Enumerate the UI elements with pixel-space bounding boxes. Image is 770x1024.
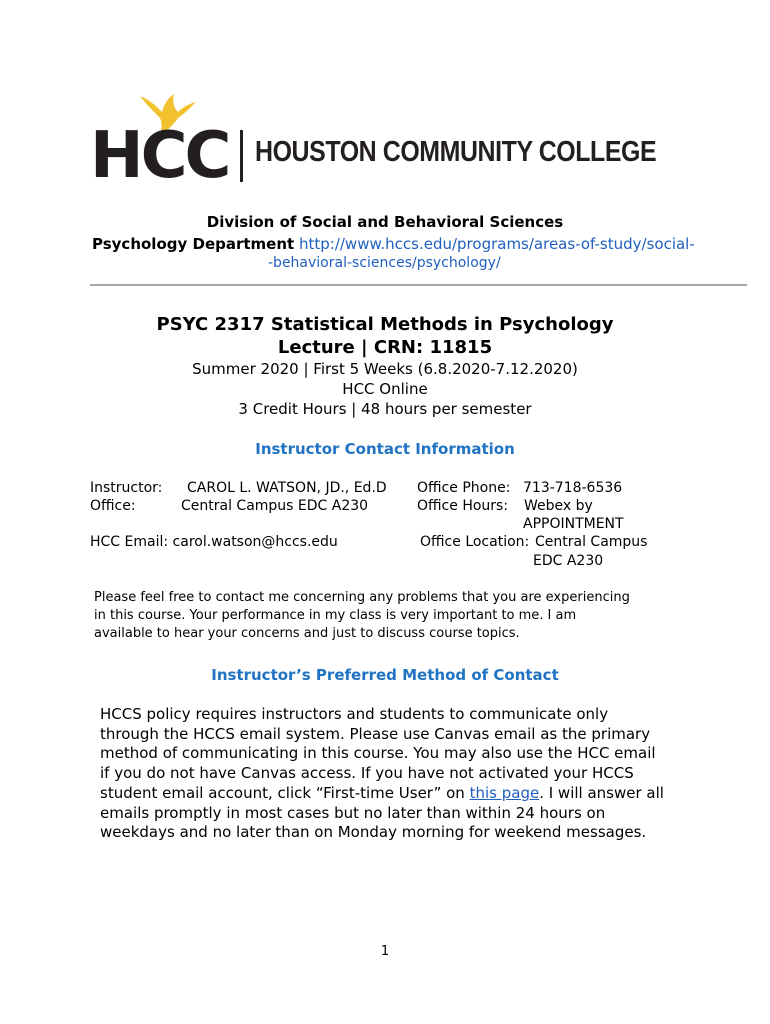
- header-divider: [90, 284, 747, 286]
- hours-label: Office Hours:: [417, 498, 509, 514]
- contact-note-2: in this course. Your performance in my class is very important to me. I am: [94, 608, 577, 623]
- division-title: Division of Social and Behavioral Sciences: [206, 213, 564, 231]
- phone-label: Office Phone:: [417, 480, 511, 496]
- policy-line-7: weekdays and no later than on Monday morning for weekend messages.: [100, 823, 647, 841]
- course-title: PSYC 2317 Statistical Methods in Psychology: [156, 314, 614, 335]
- course-hours: 3 Credit Hours | 48 hours per semester: [238, 400, 532, 418]
- hcc-logo: [90, 90, 670, 193]
- logo-mark: HCC: [90, 119, 229, 193]
- policy-line-5-post: . I will answer all: [539, 784, 664, 802]
- policy-line-6: emails promptly in most cases but no later than within 24 hours on: [100, 804, 606, 822]
- logo-divider: [240, 130, 243, 182]
- contact-heading: Instructor Contact Information: [255, 440, 515, 458]
- office-value: Central Campus EDC A230: [181, 498, 369, 514]
- page-number: 1: [380, 944, 390, 959]
- policy-line-3: method of communicating in this course. You may also use the HCC email: [100, 744, 656, 762]
- department-link[interactable]: http://www.hccs.edu/programs/areas-of-study/social-: [298, 235, 695, 253]
- policy-line-2: through the HCCS email system. Please use Canvas email as the primary: [100, 725, 651, 743]
- preferred-heading: Instructor’s Preferred Method of Contact: [211, 666, 559, 684]
- hours-value: Webex by: [524, 498, 593, 514]
- instructor-value: CAROL L. WATSON, JD., Ed.D: [187, 480, 387, 496]
- this-page-link[interactable]: this page: [469, 784, 540, 802]
- course-mode: HCC Online: [342, 380, 428, 398]
- location-value: Central Campus: [535, 534, 648, 550]
- location-value-cont: EDC A230: [533, 553, 604, 569]
- location-label: Office Location:: [420, 534, 530, 550]
- policy-line-5: [100, 784, 664, 802]
- hcc-email: HCC Email: carol.watson@hccs.edu: [90, 534, 338, 550]
- instructor-label: Instructor:: [90, 480, 163, 496]
- department-name: Psychology Department: [92, 235, 295, 253]
- contact-note-3: available to hear your concerns and just to discuss course topics.: [94, 626, 520, 641]
- hours-value-cont: APPOINTMENT: [523, 516, 624, 532]
- policy-line-1: HCCS policy requires instructors and students to communicate only: [100, 705, 609, 723]
- course-subtitle: Lecture | CRN: 11815: [277, 337, 493, 358]
- office-label: Office:: [90, 498, 136, 514]
- policy-line-4: if you do not have Canvas access. If you have not activated your HCCS: [100, 764, 634, 782]
- course-term: Summer 2020 | First 5 Weeks (6.8.2020-7.12.2020): [192, 360, 578, 378]
- contact-note-1: Please feel free to contact me concerning any problems that you are experiencing: [94, 590, 630, 605]
- department-link-cont[interactable]: -behavioral-sciences/psychology/: [268, 255, 501, 271]
- phone-value: 713-718-6536: [523, 480, 623, 496]
- college-name: HOUSTON COMMUNITY COLLEGE: [255, 136, 657, 168]
- policy-line-5-pre: student email account, click “First-time User” on: [100, 784, 470, 802]
- department-line: [92, 235, 695, 253]
